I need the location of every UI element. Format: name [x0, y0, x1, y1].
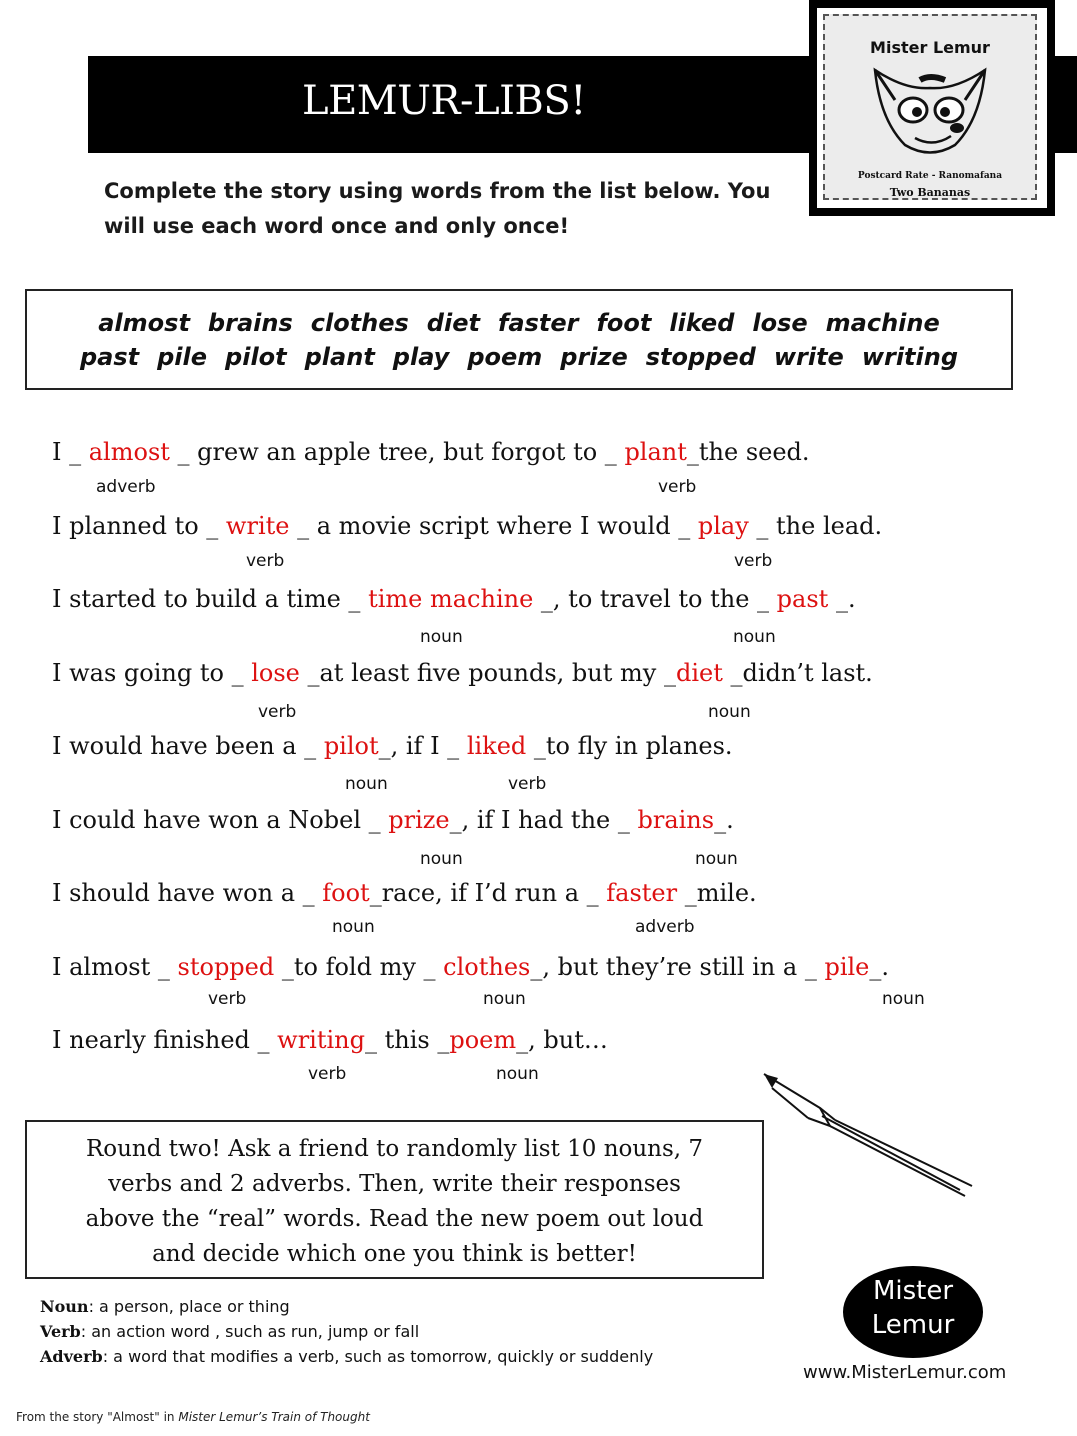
word-bank-word: almost [98, 309, 190, 337]
part-of-speech-label: noun [345, 774, 388, 794]
part-of-speech-label: noun [882, 989, 925, 1009]
part-of-speech-label: noun [496, 1064, 539, 1084]
story-line-5 [52, 732, 733, 760]
story-text: I nearly finished _ [52, 1026, 278, 1054]
answer-word: diet [675, 659, 723, 687]
word-bank-word: brains [207, 309, 293, 337]
answer-word: pile [824, 953, 870, 981]
story-text: _. [828, 585, 856, 613]
round-two-line-2: verbs and 2 adverbs. Then, write their responses [108, 1171, 681, 1197]
word-bank-word: clothes [310, 309, 409, 337]
story-text: _didn’t last. [722, 659, 873, 687]
story-line-8 [52, 953, 889, 981]
instructions-line-2: will use each word once and only once! [104, 214, 570, 238]
story-text: I was going to _ [52, 659, 252, 687]
definition-term: Adverb [40, 1347, 103, 1366]
stamp-caption-rate: Postcard Rate - Ranomafana [857, 171, 1003, 181]
story-text: _ this _ [365, 1026, 450, 1054]
part-of-speech-label: noun [483, 989, 526, 1009]
story-text: _, but they’re still in a _ [530, 953, 825, 981]
story-text: _. [869, 953, 890, 981]
part-of-speech-label: verb [734, 551, 773, 571]
round-two-box [25, 1120, 764, 1279]
instructions [104, 174, 794, 244]
story-line-6 [52, 806, 734, 834]
word-bank-word: prize [560, 343, 628, 371]
definition-text: : an action word , such as run, jump or fall [80, 1322, 420, 1341]
word-bank-word: play [392, 343, 450, 371]
answer-word: time machine [368, 585, 534, 613]
stamp-caption-price: Two Bananas [889, 186, 971, 199]
story-text: I should have won a _ [52, 879, 323, 907]
word-bank-word: poem [467, 343, 543, 371]
word-bank-word: machine [825, 309, 940, 337]
answer-word: foot [322, 879, 370, 907]
answer-word: lose [251, 659, 300, 687]
story-line-7 [52, 879, 757, 907]
logo-line-1: Mister [872, 1276, 954, 1306]
part-of-speech-label: verb [508, 774, 547, 794]
instructions-line-1: Complete the story using words from the list below. You [104, 179, 771, 203]
answer-word: plant [624, 438, 687, 466]
story-text: _mile. [677, 879, 757, 907]
word-bank-word: foot [596, 309, 652, 337]
story-text: _. [714, 806, 734, 834]
lemur-face-icon [865, 60, 995, 160]
part-of-speech-label: noun [733, 627, 776, 647]
part-of-speech-label: noun [708, 702, 751, 722]
story-text: _, if I _ [378, 732, 467, 760]
story-text: _at least five pounds, but my _ [299, 659, 676, 687]
word-bank-word: liked [669, 309, 735, 337]
part-of-speech-label: verb [658, 477, 697, 497]
story-line-2 [52, 512, 882, 540]
answer-word: almost [88, 438, 170, 466]
word-bank-word: pile [157, 343, 208, 371]
definition-term: Verb [40, 1322, 81, 1341]
part-of-speech-label: noun [695, 849, 738, 869]
answer-word: pilot [323, 732, 379, 760]
definition-term: Noun [40, 1297, 89, 1316]
part-of-speech-label: verb [246, 551, 285, 571]
story-text: I _ [52, 438, 89, 466]
part-of-speech-label: noun [420, 849, 463, 869]
word-bank-word: past [79, 343, 140, 371]
answer-word: liked [466, 732, 527, 760]
story-text: _to fold my _ [274, 953, 444, 981]
part-of-speech-label: noun [420, 627, 463, 647]
word-bank-word: lose [752, 309, 808, 337]
answer-word: faster [606, 879, 678, 907]
definition-adverb [40, 1347, 653, 1366]
word-bank-word: plant [304, 343, 375, 371]
word-bank-word: write [773, 343, 844, 371]
part-of-speech-label: adverb [96, 477, 156, 497]
word-bank [25, 289, 1013, 390]
part-of-speech-label: noun [332, 917, 375, 937]
answer-word: writing [277, 1026, 365, 1054]
word-bank-word: stopped [645, 343, 756, 371]
word-bank-row-1 [27, 309, 1011, 337]
pencil-icon [760, 1068, 980, 1198]
round-two-line-3: above the “real” words. Read the new poem out loud [85, 1206, 704, 1232]
answer-word: play [697, 512, 749, 540]
part-of-speech-label: verb [308, 1064, 347, 1084]
story-text: I almost _ [52, 953, 178, 981]
part-of-speech-label: verb [258, 702, 297, 722]
story-text: I would have been a _ [52, 732, 324, 760]
round-two-line-4: and decide which one you think is better! [152, 1241, 637, 1267]
source-note [16, 1410, 370, 1424]
source-note-prefix: From the story "Almost" in [16, 1410, 179, 1424]
answer-word: past [776, 585, 829, 613]
word-bank-word: writing [861, 343, 959, 371]
part-of-speech-label: adverb [635, 917, 695, 937]
answer-word: write [225, 512, 290, 540]
story-text: I planned to _ [52, 512, 226, 540]
part-of-speech-label: verb [208, 989, 247, 1009]
definition-text: : a person, place or thing [88, 1297, 290, 1316]
story-line-9 [52, 1026, 608, 1054]
story-text: _, if I had the _ [449, 806, 638, 834]
story-text: _the seed. [686, 438, 810, 466]
word-bank-word: pilot [225, 343, 287, 371]
story-text: _, but… [516, 1026, 608, 1054]
story-line-1 [52, 438, 810, 466]
website-link[interactable]: www.MisterLemur.com [803, 1362, 1007, 1383]
story-text: _race, if I’d run a _ [369, 879, 607, 907]
word-bank-row-2 [27, 343, 1011, 371]
answer-word: brains [637, 806, 715, 834]
definition-text: : a word that modifies a verb, such as tomorrow, quickly or suddenly [102, 1347, 654, 1366]
story-text: _ a movie script where I would _ [289, 512, 698, 540]
page-title: LEMUR-LIBS! [302, 78, 586, 124]
logo-line-2: Lemur [871, 1310, 955, 1340]
source-book-title: Mister Lemur’s Train of Thought [178, 1410, 370, 1424]
story-text: I started to build a time _ [52, 585, 369, 613]
story-text: _to fly in planes. [526, 732, 733, 760]
answer-word: poem [449, 1026, 517, 1054]
definition-noun [40, 1297, 290, 1316]
stamp-title: Mister Lemur [870, 38, 990, 57]
story-text: _ grew an apple tree, but forgot to _ [169, 438, 625, 466]
mister-lemur-logo [843, 1266, 983, 1358]
word-bank-word: faster [497, 309, 579, 337]
definition-verb [40, 1322, 419, 1341]
mister-lemur-stamp [809, 0, 1055, 216]
round-two-line-1: Round two! Ask a friend to randomly list 10 nouns, 7 [85, 1136, 704, 1162]
story-text: _, to travel to the _ [533, 585, 777, 613]
answer-word: stopped [177, 953, 275, 981]
word-bank-word: diet [426, 309, 480, 337]
answer-word: clothes [443, 953, 531, 981]
story-line-4 [52, 659, 873, 687]
story-text: I could have won a Nobel _ [52, 806, 389, 834]
answer-word: prize [388, 806, 450, 834]
story-line-3 [52, 585, 856, 613]
story-text: _ the lead. [748, 512, 883, 540]
